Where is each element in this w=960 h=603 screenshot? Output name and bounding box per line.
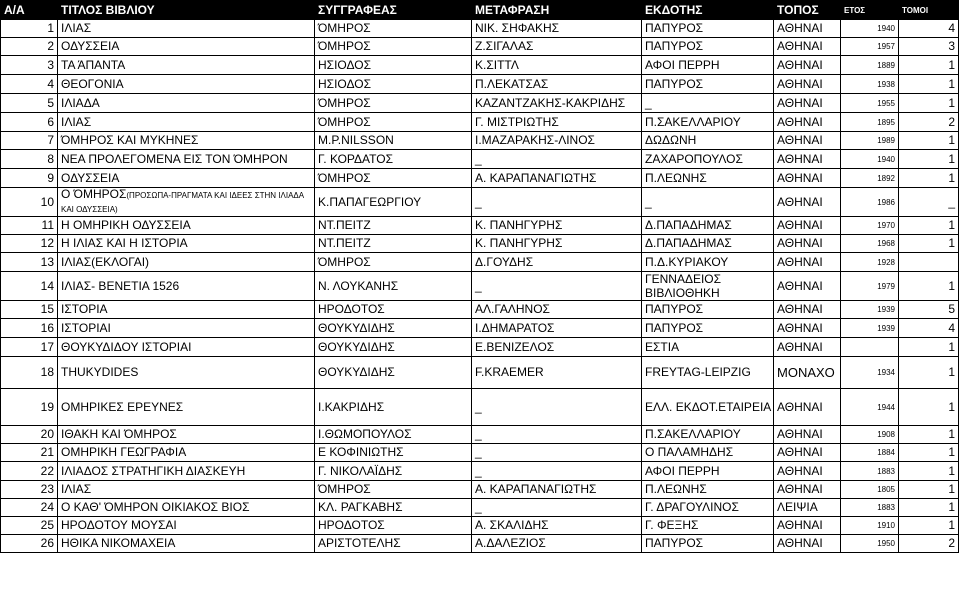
table-row [1,319,959,338]
table-row [1,188,959,217]
cell-volumes[interactable]: _ [899,188,959,217]
cell-place[interactable]: ΑΘΗΝΑΙ [774,462,841,481]
cell-place[interactable]: ΑΘΗΝΑΙ [774,38,841,56]
cell-translation[interactable]: Ι.ΜΑΖΑΡΑΚΗΣ-ΛΙΝΟΣ [472,132,642,150]
cell-author[interactable]: ΌΜΗΡΟΣ [315,481,472,499]
cell-volumes[interactable]: 1 [899,481,959,499]
cell-title[interactable]: ΟΜΗΡΙΚΗ ΓΕΩΓΡΑΦΙΑ [58,444,315,462]
cell-translation[interactable]: Ι.ΔΗΜΑΡΑΤΟΣ [472,319,642,338]
table-row [1,38,959,56]
cell-place[interactable]: ΑΘΗΝΑΙ [774,301,841,319]
cell-volumes[interactable]: 1 [899,56,959,75]
cell-volumes[interactable]: 1 [899,132,959,150]
cell-translation[interactable]: _ [472,444,642,462]
cell-title[interactable]: Ο ΚΑΘ' ΌΜΗΡΟΝ ΟΙΚΙΑΚΟΣ ΒΙΟΣ [58,499,315,517]
cell-place[interactable]: ΑΘΗΝΑΙ [774,253,841,272]
cell-publisher[interactable]: _ [642,94,774,113]
cell-volumes[interactable]: 1 [899,235,959,253]
cell-place[interactable]: ΜΟΝΑΧΟ [774,357,841,389]
table-row [1,499,959,517]
cell-aa[interactable]: 3 [1,56,58,75]
cell-year[interactable]: 1938 [841,75,899,94]
cell-aa[interactable]: 14 [1,272,58,301]
cell-title[interactable]: ΙΛΙΑΣ(ΕΚΛΟΓΑΙ) [58,253,315,272]
cell-place[interactable]: ΑΘΗΝΑΙ [774,75,841,94]
cell-publisher[interactable]: ΠΑΠΥΡΟΣ [642,301,774,319]
cell-author[interactable]: ΌΜΗΡΟΣ [315,169,472,188]
cell-title[interactable]: ΙΛΙΑΔΑ [58,94,315,113]
cell-place[interactable]: ΑΘΗΝΑΙ [774,56,841,75]
cell-volumes[interactable]: 1 [899,94,959,113]
cell-publisher[interactable]: ΠΑΠΥΡΟΣ [642,75,774,94]
cell-title[interactable]: ΙΘΑΚΗ ΚΑΙ ΌΜΗΡΟΣ [58,426,315,444]
cell-publisher[interactable]: Γ. ΔΡΑΓΟΥΛΙΝΟΣ [642,499,774,517]
cell-publisher[interactable]: Π.ΛΕΩΝΗΣ [642,481,774,499]
cell-translation[interactable]: Δ.ΓΟΥΔΗΣ [472,253,642,272]
cell-place[interactable]: ΑΘΗΝΑΙ [774,188,841,217]
cell-place[interactable]: ΑΘΗΝΑΙ [774,535,841,553]
cell-place[interactable]: ΑΘΗΝΑΙ [774,132,841,150]
cell-author[interactable]: ΝΤ.ΠΕΙΤΖ [315,235,472,253]
cell-aa[interactable]: 9 [1,169,58,188]
cell-year[interactable]: 1934 [841,357,899,389]
cell-publisher[interactable]: Δ.ΠΑΠΑΔΗΜΑΣ [642,217,774,235]
cell-aa[interactable]: 10 [1,188,58,217]
cell-title[interactable]: ΙΛΙΑΣ [58,20,315,38]
cell-volumes[interactable]: 1 [899,444,959,462]
title-subtitle: (ΠΡΟΣΩΠΑ-ΠΡΑΓΜΑΤΑ ΚΑΙ ΙΔΕΕΣ ΣΤΗΝ ΙΛΙΑΔΑ ΚΑΙ ΟΔΥΣΣΕΙΑ) [61,191,304,214]
cell-author[interactable]: ΝΤ.ΠΕΙΤΖ [315,217,472,235]
cell-author[interactable]: ΘΟΥΚΥΔΙΔΗΣ [315,319,472,338]
cell-title[interactable]: ΘΕΟΓΟΝΙΑ [58,75,315,94]
cell-place[interactable]: ΑΘΗΝΑΙ [774,20,841,38]
cell-year[interactable]: 1908 [841,426,899,444]
cell-translation[interactable]: Α. ΣΚΑΛΙΔΗΣ [472,517,642,535]
cell-volumes[interactable]: 1 [899,426,959,444]
cell-translation[interactable]: Κ. ΠΑΝΗΓΥΡΗΣ [472,217,642,235]
cell-aa[interactable]: 17 [1,338,58,357]
table-row [1,301,959,319]
cell-translation[interactable]: Γ. ΜΙΣΤΡΙΩΤΗΣ [472,113,642,132]
header-author[interactable]: ΣΥΓΓΡΑΦΕΑΣ [315,1,472,20]
table-row [1,113,959,132]
cell-place[interactable]: ΑΘΗΝΑΙ [774,389,841,426]
cell-place[interactable]: ΑΘΗΝΑΙ [774,319,841,338]
cell-translation[interactable]: _ [472,389,642,426]
cell-volumes[interactable]: 1 [899,389,959,426]
cell-place[interactable]: ΑΘΗΝΑΙ [774,338,841,357]
table-row [1,56,959,75]
table-row [1,426,959,444]
cell-aa[interactable]: 23 [1,481,58,499]
cell-publisher[interactable]: Π.ΣΑΚΕΛΛΑΡΙΟΥ [642,113,774,132]
cell-author[interactable]: ΗΡΟΔΟΤΟΣ [315,301,472,319]
cell-volumes[interactable]: 4 [899,319,959,338]
cell-translation[interactable]: F.KRAEMER [472,357,642,389]
cell-place[interactable]: ΑΘΗΝΑΙ [774,235,841,253]
cell-title[interactable]: ΝΕΑ ΠΡΟΛΕΓΟΜΕΝΑ ΕΙΣ ΤΟΝ ΌΜΗΡΟΝ [58,150,315,169]
cell-author[interactable]: ΗΣΙΟΔΟΣ [315,56,472,75]
cell-aa[interactable]: 21 [1,444,58,462]
cell-aa[interactable]: 19 [1,389,58,426]
cell-year[interactable]: 1970 [841,217,899,235]
cell-translation[interactable]: Π.ΛΕΚΑΤΣΑΣ [472,75,642,94]
title-main: Ο ΌΜΗΡΟΣ [61,187,127,201]
cell-translation[interactable]: Α. ΚΑΡΑΠΑΝΑΓΙΩΤΗΣ [472,481,642,499]
cell-volumes[interactable]: 1 [899,357,959,389]
cell-title[interactable]: ΗΡΟΔΟΤΟΥ ΜΟΥΣΑΙ [58,517,315,535]
cell-aa[interactable]: 13 [1,253,58,272]
cell-year[interactable]: 1895 [841,113,899,132]
cell-year[interactable]: 1968 [841,235,899,253]
cell-place[interactable]: ΑΘΗΝΑΙ [774,517,841,535]
cell-author[interactable]: Κ.ΠΑΠΑΓΕΩΡΓΙΟΥ [315,188,472,217]
cell-publisher[interactable]: ΔΩΔΩΝΗ [642,132,774,150]
cell-translation[interactable]: _ [472,272,642,301]
cell-aa[interactable]: 7 [1,132,58,150]
cell-year[interactable]: 1928 [841,253,899,272]
cell-year[interactable]: 1944 [841,389,899,426]
cell-place[interactable]: ΑΘΗΝΑΙ [774,169,841,188]
table-row [1,272,959,301]
cell-publisher[interactable]: FREYTAG-LEIPZIG [642,357,774,389]
cell-publisher[interactable]: ΖΑΧΑΡΟΠΟΥΛΟΣ [642,150,774,169]
cell-author[interactable]: ΘΟΥΚΥΔΙΔΗΣ [315,357,472,389]
cell-author[interactable]: ΘΟΥΚΥΔΙΔΗΣ [315,338,472,357]
cell-year[interactable]: 1805 [841,481,899,499]
cell-publisher[interactable]: ΠΑΠΥΡΟΣ [642,535,774,553]
cell-publisher[interactable] [642,272,774,301]
cell-volumes[interactable]: 1 [899,169,959,188]
table-row [1,253,959,272]
cell-year[interactable]: 1989 [841,132,899,150]
cell-volumes[interactable]: 1 [899,338,959,357]
cell-title[interactable]: THUKYDIDES [58,357,315,389]
cell-aa[interactable]: 18 [1,357,58,389]
cell-place[interactable]: ΑΘΗΝΑΙ [774,426,841,444]
cell-publisher[interactable]: ΕΛΛ. ΕΚΔΟΤ.ΕΤΑΙΡΕΙΑ [642,389,774,426]
cell-aa[interactable]: 26 [1,535,58,553]
cell-translation[interactable]: _ [472,499,642,517]
cell-publisher[interactable]: Π.ΛΕΩΝΗΣ [642,169,774,188]
header-translation[interactable]: ΜΕΤΑΦΡΑΣΗ [472,1,642,20]
header-volumes[interactable]: ΤΟΜΟΙ [899,1,959,20]
table-row [1,357,959,389]
cell-aa[interactable]: 20 [1,426,58,444]
header-publisher[interactable]: ΕΚΔΟΤΗΣ [642,1,774,20]
cell-publisher[interactable]: _ [642,188,774,217]
cell-year[interactable]: 1892 [841,169,899,188]
cell-volumes[interactable]: 4 [899,20,959,38]
cell-translation[interactable]: Κ.ΣΙΤΤΛ [472,56,642,75]
cell-translation[interactable]: Α. ΚΑΡΑΠΑΝΑΓΙΩΤΗΣ [472,169,642,188]
table-row [1,535,959,553]
cell-place[interactable]: ΛΕΙΨΙΑ [774,499,841,517]
header-year[interactable]: ΕΤΟΣ [841,1,899,20]
cell-title[interactable]: ΙΛΙΑΣ [58,113,315,132]
cell-place[interactable]: ΑΘΗΝΑΙ [774,94,841,113]
cell-author[interactable]: Ε ΚΟΦΙΝΙΩΤΗΣ [315,444,472,462]
cell-place[interactable]: ΑΘΗΝΑΙ [774,481,841,499]
cell-year[interactable] [841,338,899,357]
cell-place[interactable]: ΑΘΗΝΑΙ [774,444,841,462]
cell-publisher[interactable]: Π.ΣΑΚΕΛΛΑΡΙΟΥ [642,426,774,444]
cell-title[interactable]: ΙΛΙΑΣ [58,481,315,499]
cell-aa[interactable]: 5 [1,94,58,113]
cell-year[interactable]: 1979 [841,272,899,301]
cell-translation[interactable]: Ζ.ΣΙΓΑΛΑΣ [472,38,642,56]
cell-aa[interactable]: 15 [1,301,58,319]
table-row [1,481,959,499]
cell-year[interactable]: 1910 [841,517,899,535]
table-row [1,517,959,535]
cell-year[interactable]: 1939 [841,319,899,338]
cell-translation[interactable]: ΚΑΖΑΝΤΖΑΚΗΣ-ΚΑΚΡΙΔΗΣ [472,94,642,113]
cell-volumes[interactable]: 3 [899,38,959,56]
cell-author[interactable]: ΌΜΗΡΟΣ [315,253,472,272]
cell-volumes[interactable] [899,253,959,272]
cell-title[interactable]: ΙΛΙΑΣ- ΒΕΝΕΤΙΑ 1526 [58,272,315,301]
cell-year[interactable]: 1957 [841,38,899,56]
cell-author[interactable]: ΑΡΙΣΤΟΤΕΛΗΣ [315,535,472,553]
cell-publisher[interactable]: ΠΑΠΥΡΟΣ [642,319,774,338]
cell-volumes[interactable]: 1 [899,150,959,169]
cell-translation[interactable]: _ [472,188,642,217]
cell-publisher[interactable]: ΕΣΤΙΑ [642,338,774,357]
cell-author[interactable]: Μ.Ρ.NILSSON [315,132,472,150]
publisher-text: ΓΕΝΝΑΔΕΙΟΣ ΒΙΒΛΙΟΘΗΚΗ [645,272,722,300]
cell-aa[interactable]: 1 [1,20,58,38]
cell-place[interactable]: ΑΘΗΝΑΙ [774,150,841,169]
cell-year[interactable]: 1939 [841,301,899,319]
cell-author[interactable]: Γ. ΚΟΡΔΑΤΟΣ [315,150,472,169]
header-aa[interactable]: Α/Α [1,1,58,20]
cell-title[interactable]: ΟΔΥΣΣΕΙΑ [58,169,315,188]
cell-publisher[interactable]: ΠΑΠΥΡΟΣ [642,20,774,38]
cell-publisher[interactable]: Δ.ΠΑΠΑΔΗΜΑΣ [642,235,774,253]
cell-aa[interactable]: 12 [1,235,58,253]
cell-year[interactable]: 1883 [841,462,899,481]
cell-place[interactable]: ΑΘΗΝΑΙ [774,113,841,132]
cell-author[interactable]: ΗΡΟΔΟΤΟΣ [315,517,472,535]
cell-place[interactable]: ΑΘΗΝΑΙ [774,272,841,301]
table-row [1,94,959,113]
cell-author[interactable]: ΌΜΗΡΟΣ [315,113,472,132]
table-row [1,75,959,94]
cell-aa[interactable]: 16 [1,319,58,338]
cell-title[interactable]: ΙΣΤΟΡΙΑ [58,301,315,319]
table-row [1,150,959,169]
table-row [1,20,959,38]
cell-title[interactable]: ΙΣΤΟΡΙΑΙ [58,319,315,338]
table-row [1,217,959,235]
cell-aa[interactable]: 4 [1,75,58,94]
cell-year[interactable]: 1940 [841,150,899,169]
cell-aa[interactable]: 11 [1,217,58,235]
cell-translation[interactable]: Ε.ΒΕΝΙΖΕΛΟΣ [472,338,642,357]
table-row [1,444,959,462]
cell-aa[interactable]: 22 [1,462,58,481]
cell-aa[interactable]: 2 [1,38,58,56]
cell-title[interactable]: Η ΟΜΗΡΙΚΗ ΟΔΥΣΣΕΙΑ [58,217,315,235]
table-row [1,169,959,188]
cell-author[interactable]: Ι.ΘΩΜΟΠΟΥΛΟΣ [315,426,472,444]
cell-year[interactable]: 1940 [841,20,899,38]
cell-volumes[interactable]: 1 [899,75,959,94]
cell-author[interactable]: ΚΛ. ΡΑΓΚΑΒΗΣ [315,499,472,517]
cell-year[interactable]: 1889 [841,56,899,75]
cell-volumes[interactable]: 2 [899,535,959,553]
cell-year[interactable]: 1883 [841,499,899,517]
cell-volumes[interactable]: 1 [899,217,959,235]
cell-title[interactable]: ΙΛΙΑΔΟΣ ΣΤΡΑΤΗΓΙΚΗ ΔΙΑΣΚΕΥΗ [58,462,315,481]
table-row [1,462,959,481]
cell-author[interactable]: ΌΜΗΡΟΣ [315,20,472,38]
cell-volumes[interactable]: 1 [899,499,959,517]
cell-title[interactable]: ΌΜΗΡΟΣ ΚΑΙ ΜΥΚΗΝΕΣ [58,132,315,150]
cell-translation[interactable]: _ [472,150,642,169]
cell-aa[interactable]: 8 [1,150,58,169]
cell-title[interactable]: ΤΑ ΆΠΑΝΤΑ [58,56,315,75]
header-place[interactable]: ΤΟΠΟΣ [774,1,841,20]
cell-volumes[interactable]: 5 [899,301,959,319]
table-row [1,389,959,426]
cell-year[interactable]: 1884 [841,444,899,462]
cell-author[interactable]: Γ. ΝΙΚΟΛΑΪΔΗΣ [315,462,472,481]
cell-translation[interactable]: Κ. ΠΑΝΗΓΥΡΗΣ [472,235,642,253]
cell-year[interactable]: 1950 [841,535,899,553]
table-row [1,132,959,150]
cell-author[interactable]: Ι.ΚΑΚΡΙΔΗΣ [315,389,472,426]
header-row [1,1,959,20]
cell-year[interactable]: 1986 [841,188,899,217]
cell-aa[interactable]: 6 [1,113,58,132]
table-row [1,338,959,357]
cell-publisher[interactable]: Ο ΠΑΛΑΜΗΔΗΣ [642,444,774,462]
cell-place[interactable]: ΑΘΗΝΑΙ [774,217,841,235]
cell-year[interactable]: 1955 [841,94,899,113]
cell-author[interactable]: ΌΜΗΡΟΣ [315,94,472,113]
cell-volumes[interactable]: 1 [899,462,959,481]
cell-aa[interactable]: 25 [1,517,58,535]
cell-title[interactable]: ΟΔΥΣΣΕΙΑ [58,38,315,56]
table-row [1,235,959,253]
cell-publisher[interactable]: ΑΦΟΙ ΠΕΡΡΗ [642,462,774,481]
cell-translation[interactable]: _ [472,462,642,481]
cell-translation[interactable]: ΝΙΚ. ΣΗΦΑΚΗΣ [472,20,642,38]
header-title[interactable]: ΤΙΤΛΟΣ ΒΙΒΛΙΟΥ [58,1,315,20]
cell-author[interactable]: ΌΜΗΡΟΣ [315,38,472,56]
cell-title[interactable]: ΗΘΙΚΑ ΝΙΚΟΜΑΧΕΙΑ [58,535,315,553]
cell-author[interactable]: Ν. ΛΟΥΚΑΝΗΣ [315,272,472,301]
cell-title[interactable]: ΟΜΗΡΙΚΕΣ ΕΡΕΥΝΕΣ [58,389,315,426]
cell-title[interactable]: Η ΙΛΙΑΣ ΚΑΙ Η ΙΣΤΟΡΙΑ [58,235,315,253]
cell-publisher[interactable]: Π.Δ.ΚΥΡΙΑΚΟΥ [642,253,774,272]
cell-title[interactable]: ΘΟΥΚΥΔΙΔΟΥ ΙΣΤΟΡΙΑΙ [58,338,315,357]
cell-publisher[interactable]: ΠΑΠΥΡΟΣ [642,38,774,56]
cell-volumes[interactable]: 2 [899,113,959,132]
cell-translation[interactable]: _ [472,426,642,444]
table-body [1,20,959,553]
cell-author[interactable]: ΗΣΙΟΔΟΣ [315,75,472,94]
cell-publisher[interactable]: ΑΦΟΙ ΠΕΡΡΗ [642,56,774,75]
cell-volumes[interactable]: 1 [899,272,959,301]
cell-publisher[interactable]: Γ. ΦΕΞΗΣ [642,517,774,535]
cell-title[interactable] [58,188,315,217]
cell-volumes[interactable]: 1 [899,517,959,535]
cell-translation[interactable]: ΑΛ.ΓΑΛΗΝΟΣ [472,301,642,319]
cell-translation[interactable]: Α.ΔΑΛΕΖΙΟΣ [472,535,642,553]
cell-aa[interactable]: 24 [1,499,58,517]
